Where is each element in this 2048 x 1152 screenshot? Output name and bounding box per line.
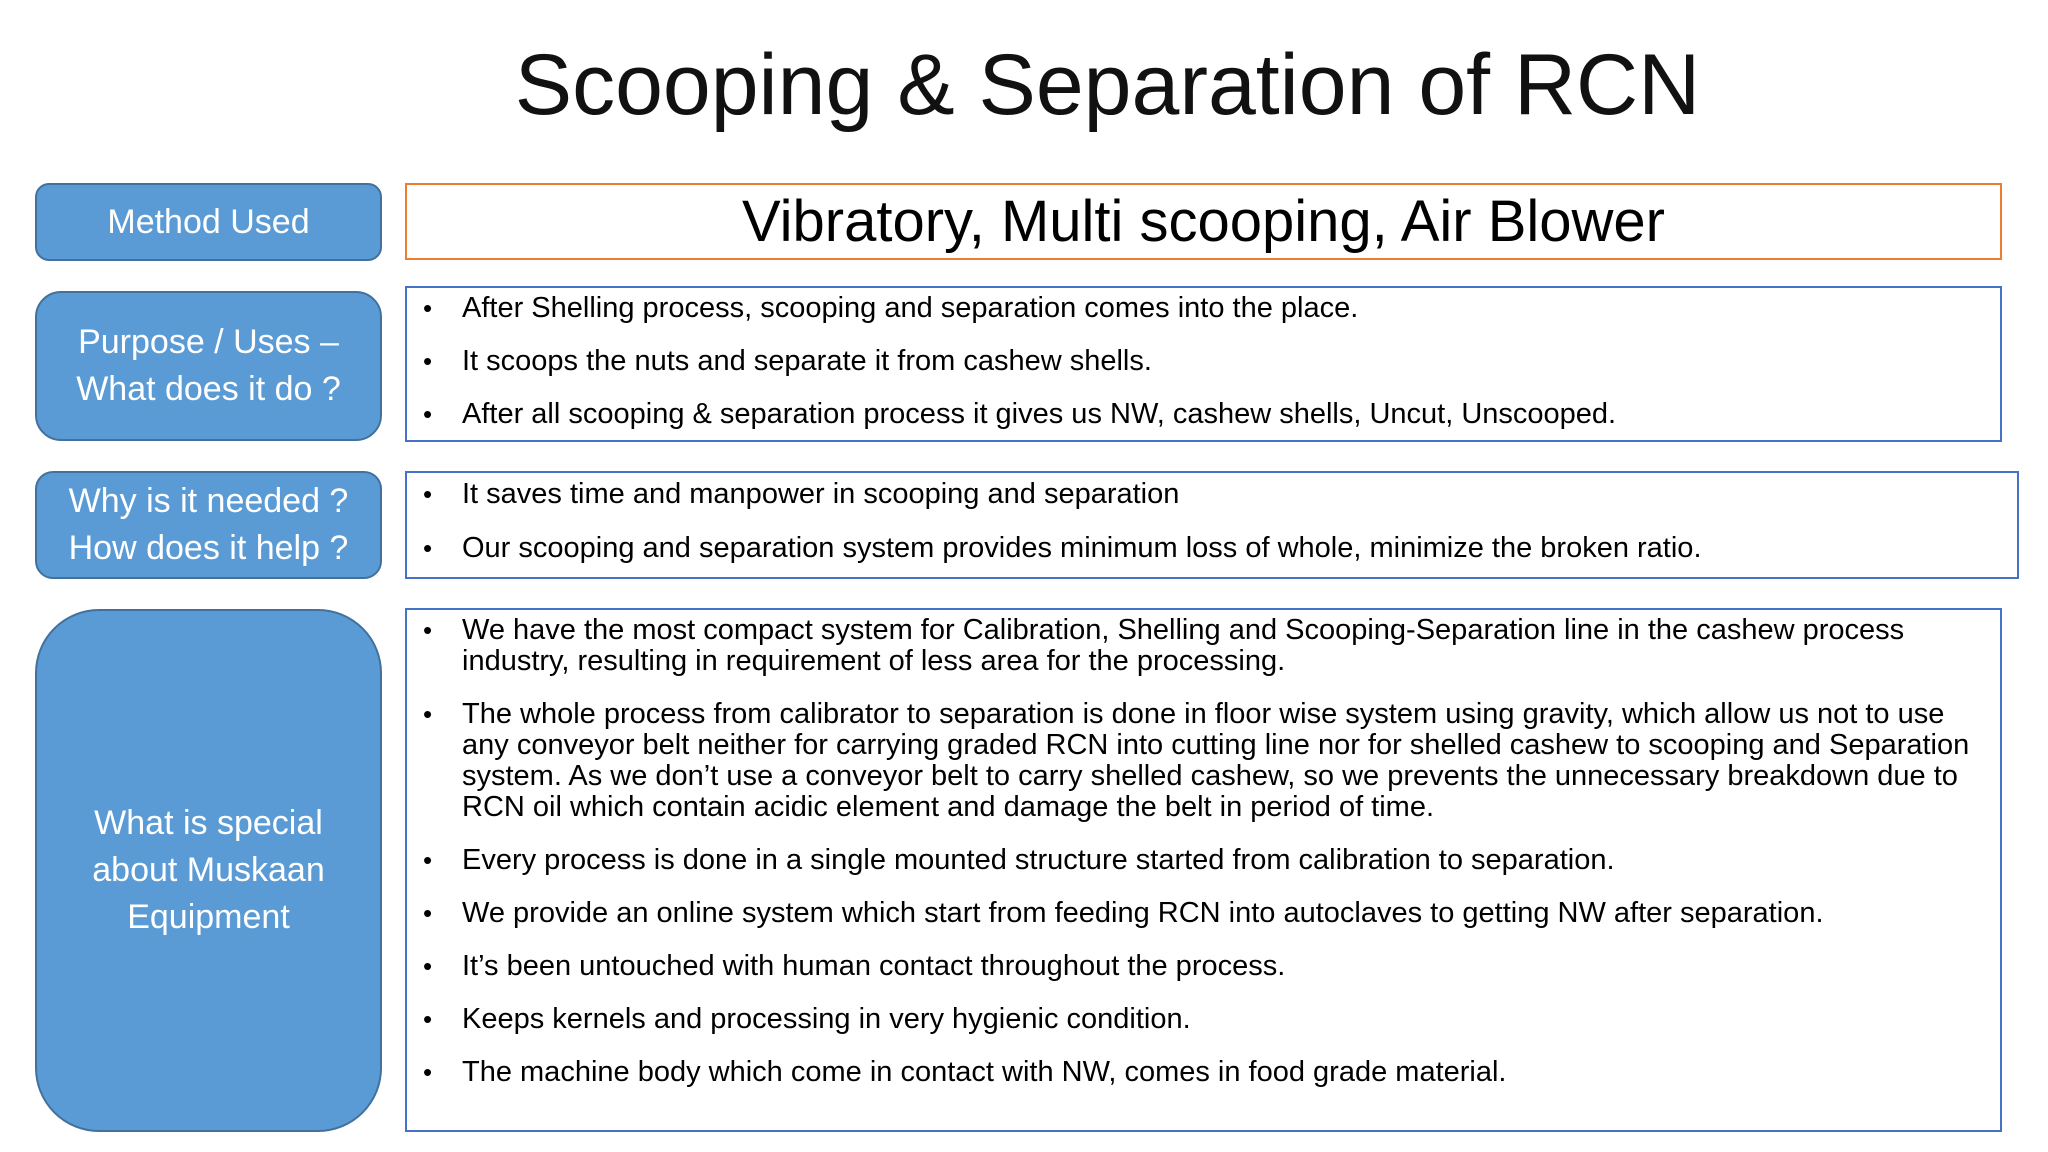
special-item: • The whole process from calibrator to separation is done in floor wise system using gravity, which allow us not to use any conveyor belt neither for carrying graded RCN into cutting line nor for shelled cashew to scooping and Separation system. As we don’t use a conveyor belt to carry shelled cashew, so we prevents the unnecessary breakdown due to RCN oil which contain acidic element and damage the belt in period of time. [407, 699, 2000, 823]
method-value-box: Vibratory, Multi scooping, Air Blower [405, 183, 2002, 260]
purpose-item: • After Shelling process, scooping and separation comes into the place. [407, 293, 2000, 324]
method-label: Method Used [35, 183, 382, 261]
special-list [407, 610, 2000, 1088]
special-label: What is special about Muskaan Equipment [35, 609, 382, 1132]
why-list [407, 473, 2017, 564]
special-item: • It’s been untouched with human contact throughout the process. [407, 951, 2000, 982]
special-item: • We have the most compact system for Calibration, Shelling and Scooping-Separation line in the cashew process industry, resulting in requirement of less area for the processing. [407, 615, 2000, 677]
special-item: • Keeps kernels and processing in very hygienic condition. [407, 1004, 2000, 1035]
why-item: • It saves time and manpower in scooping and separation [407, 479, 2017, 510]
special-item: • The machine body which come in contact with NW, comes in food grade material. [407, 1057, 2000, 1088]
why-label: Why is it needed ? How does it help ? [35, 471, 382, 579]
purpose-content-box [405, 286, 2002, 442]
purpose-label: Purpose / Uses – What does it do ? [35, 291, 382, 441]
purpose-item: • After all scooping & separation process it gives us NW, cashew shells, Uncut, Unscooped. [407, 399, 2000, 430]
special-item: • We provide an online system which start from feeding RCN into autoclaves to getting NW after separation. [407, 898, 2000, 929]
purpose-list [407, 288, 2000, 430]
why-item: • Our scooping and separation system provides minimum loss of whole, minimize the broken ratio. [407, 533, 2017, 564]
why-content-box [405, 471, 2019, 579]
special-content-box [405, 608, 2002, 1132]
purpose-item: • It scoops the nuts and separate it from cashew shells. [407, 346, 2000, 377]
slide-title: Scooping & Separation of RCN [514, 37, 1701, 133]
special-item: • Every process is done in a single mounted structure started from calibration to separation. [407, 845, 2000, 876]
